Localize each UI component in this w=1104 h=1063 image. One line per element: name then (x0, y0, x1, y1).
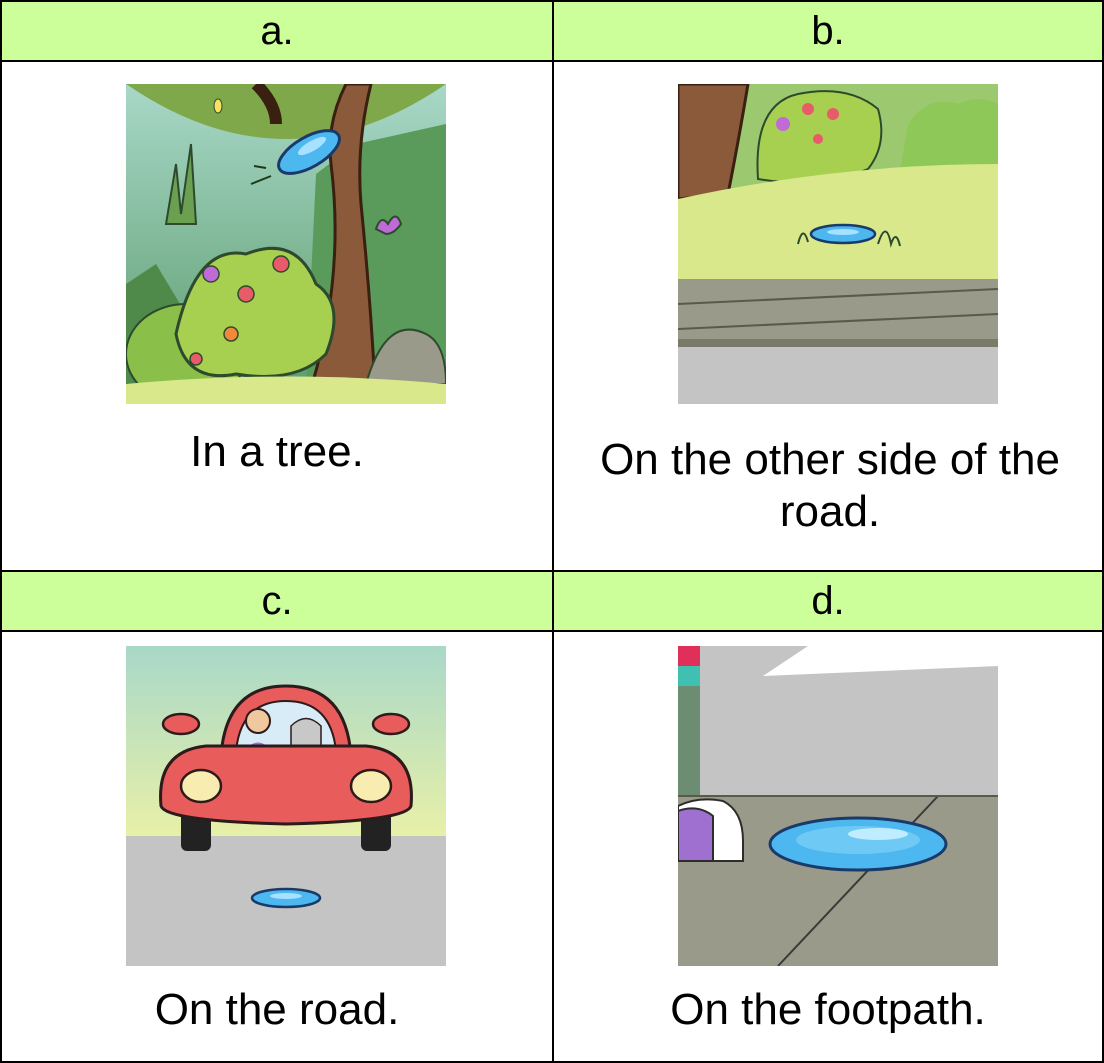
option-a-header (0, 0, 554, 62)
option-a-caption: In a tree. (190, 427, 364, 476)
option-b-letter: b. (811, 9, 845, 53)
option-d-caption: On the footpath. (670, 985, 986, 1034)
option-b-header (552, 0, 1104, 62)
road-car-frisbee-illustration (126, 646, 446, 966)
grass-frisbee-illustration (678, 84, 998, 404)
option-a-cell[interactable] (0, 60, 554, 572)
option-a-letter: a. (260, 9, 294, 53)
option-d-cell[interactable] (552, 630, 1104, 1063)
option-d-header (552, 570, 1104, 632)
option-c-cell[interactable] (0, 630, 554, 1063)
footpath-frisbee-illustration (678, 646, 998, 966)
option-b-cell[interactable] (552, 60, 1104, 572)
option-c-letter: c. (261, 579, 293, 623)
option-d-letter: d. (811, 579, 845, 623)
option-c-caption: On the road. (154, 985, 400, 1034)
option-b-caption: On the other side of the road. (600, 435, 1060, 536)
option-c-header (0, 570, 554, 632)
tree-frisbee-illustration (126, 84, 446, 404)
